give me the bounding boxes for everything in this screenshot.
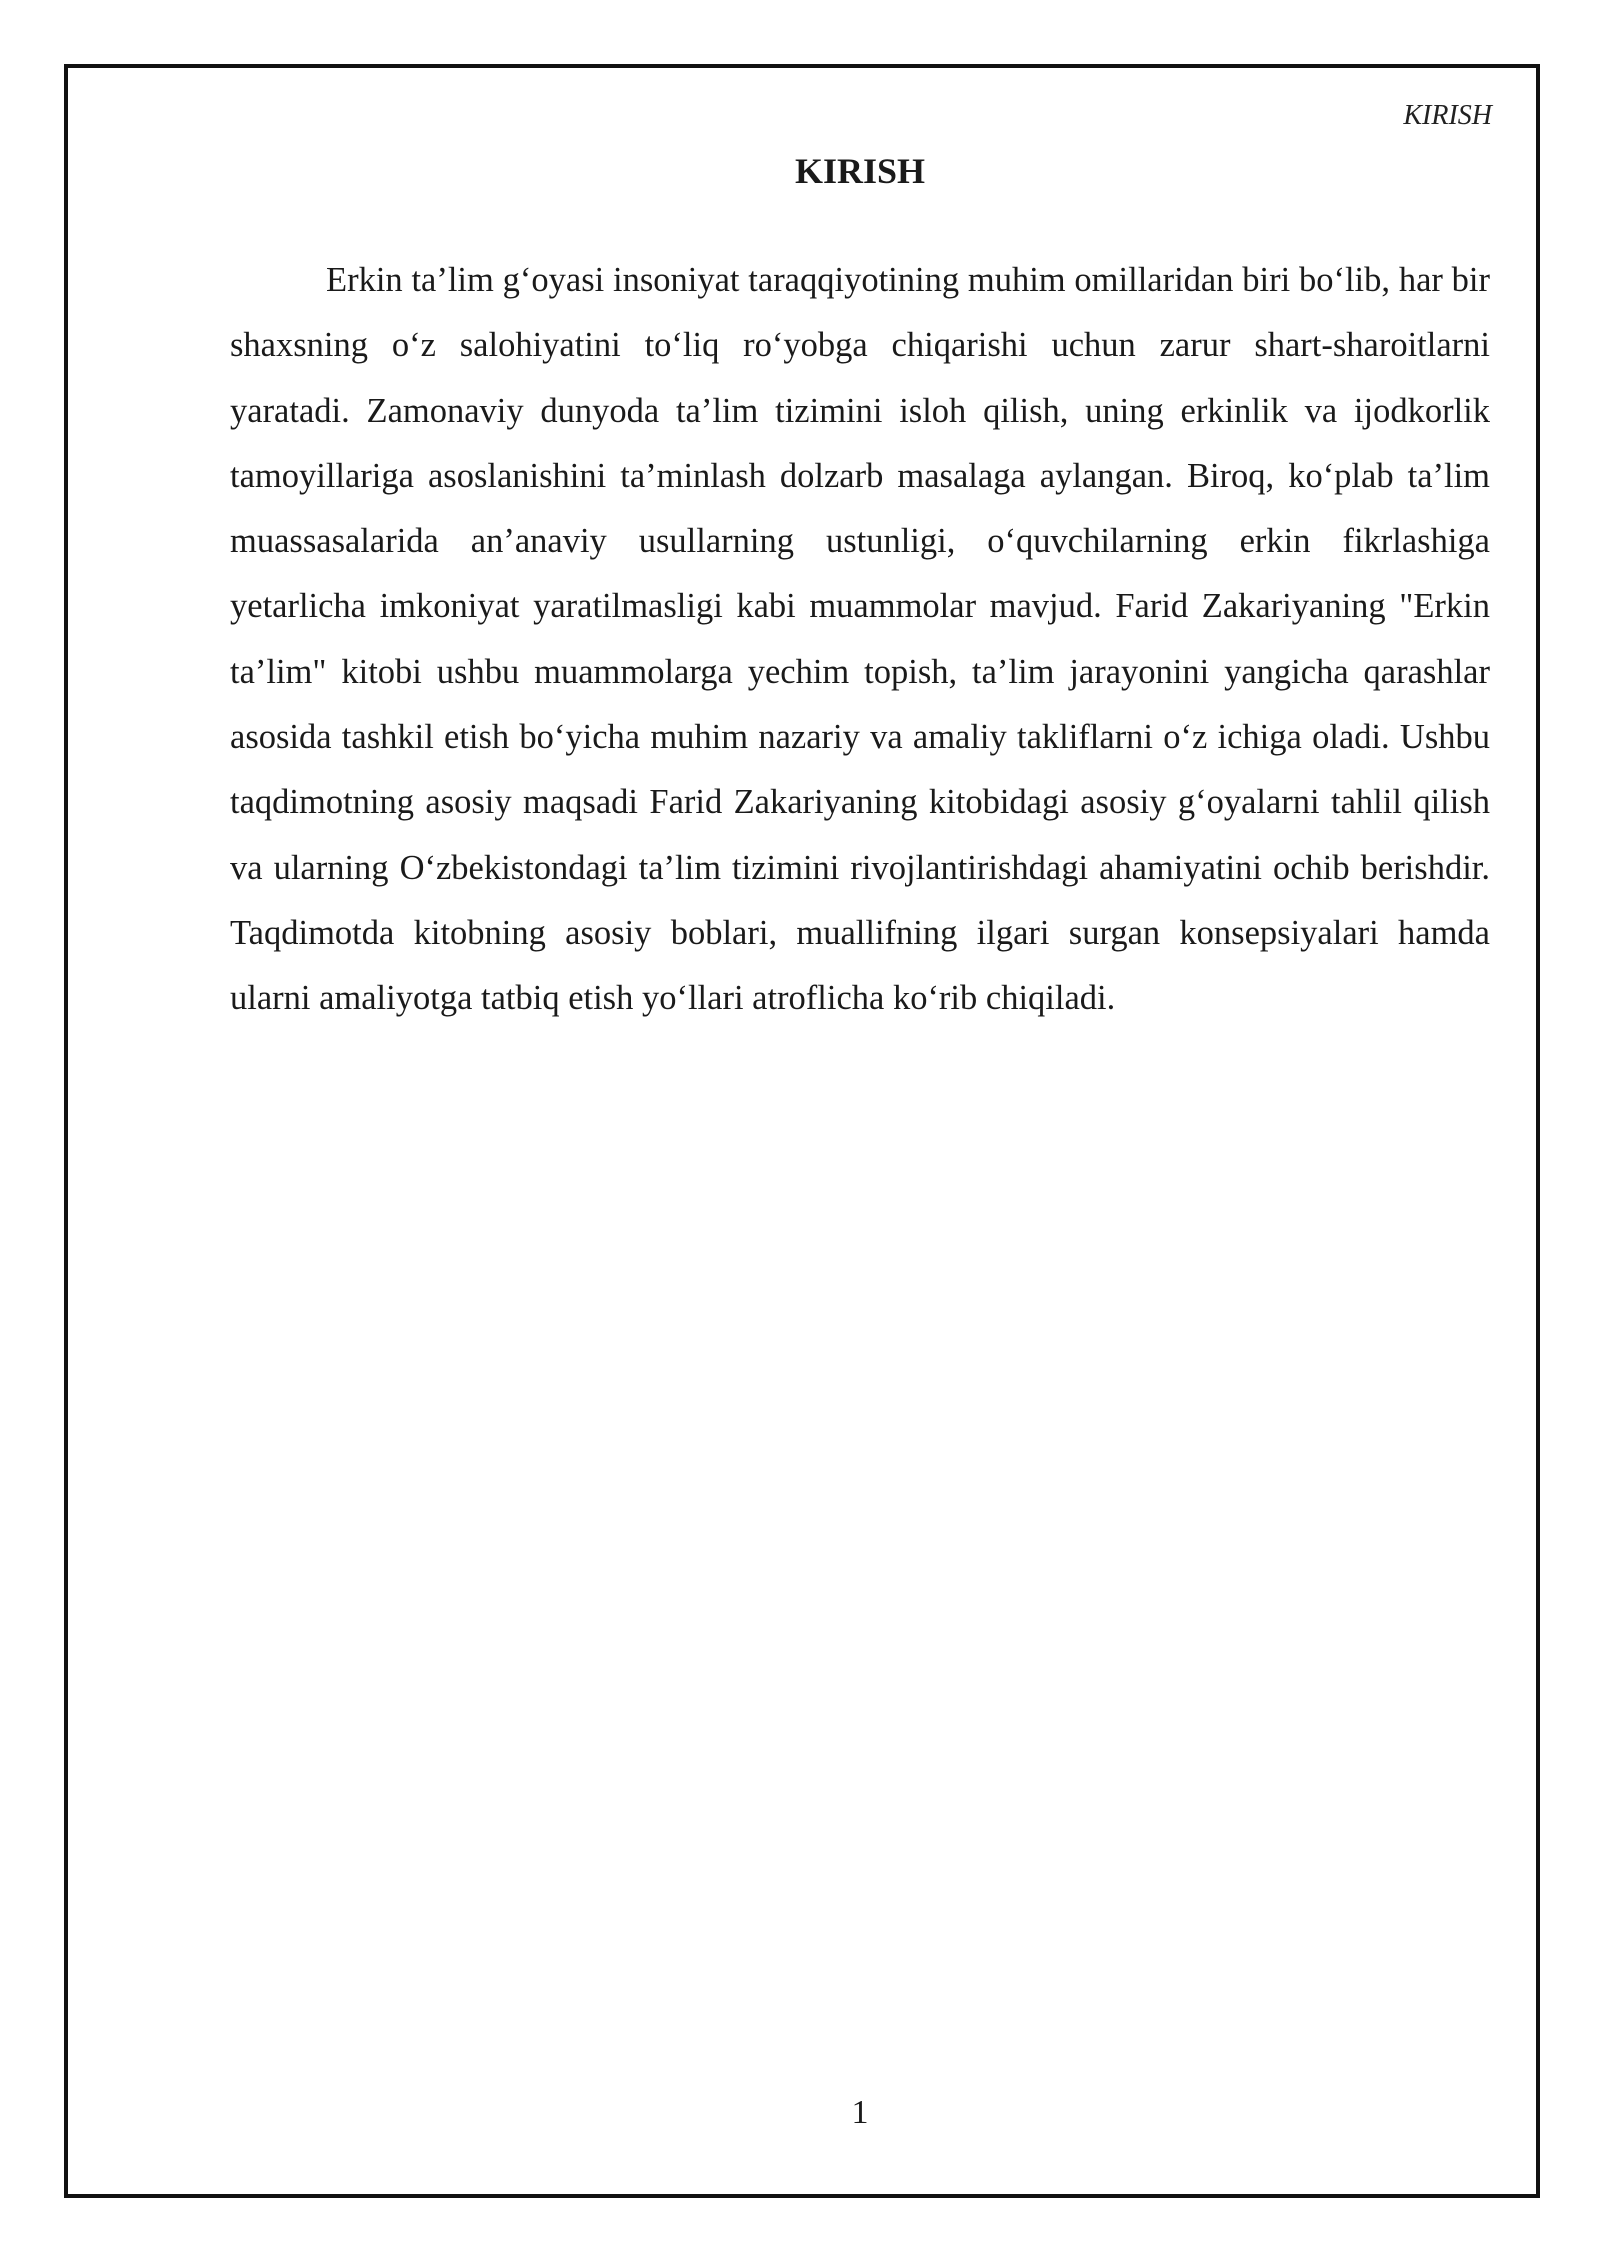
page-number: 1 [851, 2094, 869, 2131]
running-header: KIRISH [1403, 100, 1492, 131]
page-title: KIRISH [794, 151, 926, 191]
body-paragraph: Erkin ta’lim g‘oyasi insoniyat taraqqiyotining muhim omillaridan biri bo‘lib, har bir shaxsning o‘z salohiyatini to‘liq ro‘yobga chiqarishi uchun zarur shart-sharoitlarni yaratadi. Zamonaviy dunyoda ta’lim tizimini isloh qilish, uning erkinlik va ijodkorlik tamoyillariga asoslanishini ta’minlash dolzarb masalaga aylangan. Biroq, ko‘plab ta’lim muassasalarida an’anaviy usullarning ustunligi, o‘quvchilarning erkin fikrlashiga yetarlicha imkoniyat yaratilmasligi kabi muammolar mavjud. Farid Zakariyaning "Erkin ta’lim" kitobi ushbu muammolarga yechim topish, ta’lim jarayonini yangicha qarashlar asosida tashkil etish bo‘yicha muhim nazariy va amaliy takliflarni o‘z ichiga oladi. Ushbu taqdimotning asosiy maqsadi Farid Zakariyaning kitobidagi asosiy g‘oyalarni tahlil qilish va ularning O‘zbekistondagi ta’lim tizimini rivojlantirishdagi ahamiyatini ochib berishdir. Taqdimotda kitobning asosiy boblari, muallifning ilgari surgan konsepsiyalari hamda ularni amaliyotga tatbiq etish yo‘llari atroflicha ko‘rib chiqiladi. [230, 261, 1490, 1018]
